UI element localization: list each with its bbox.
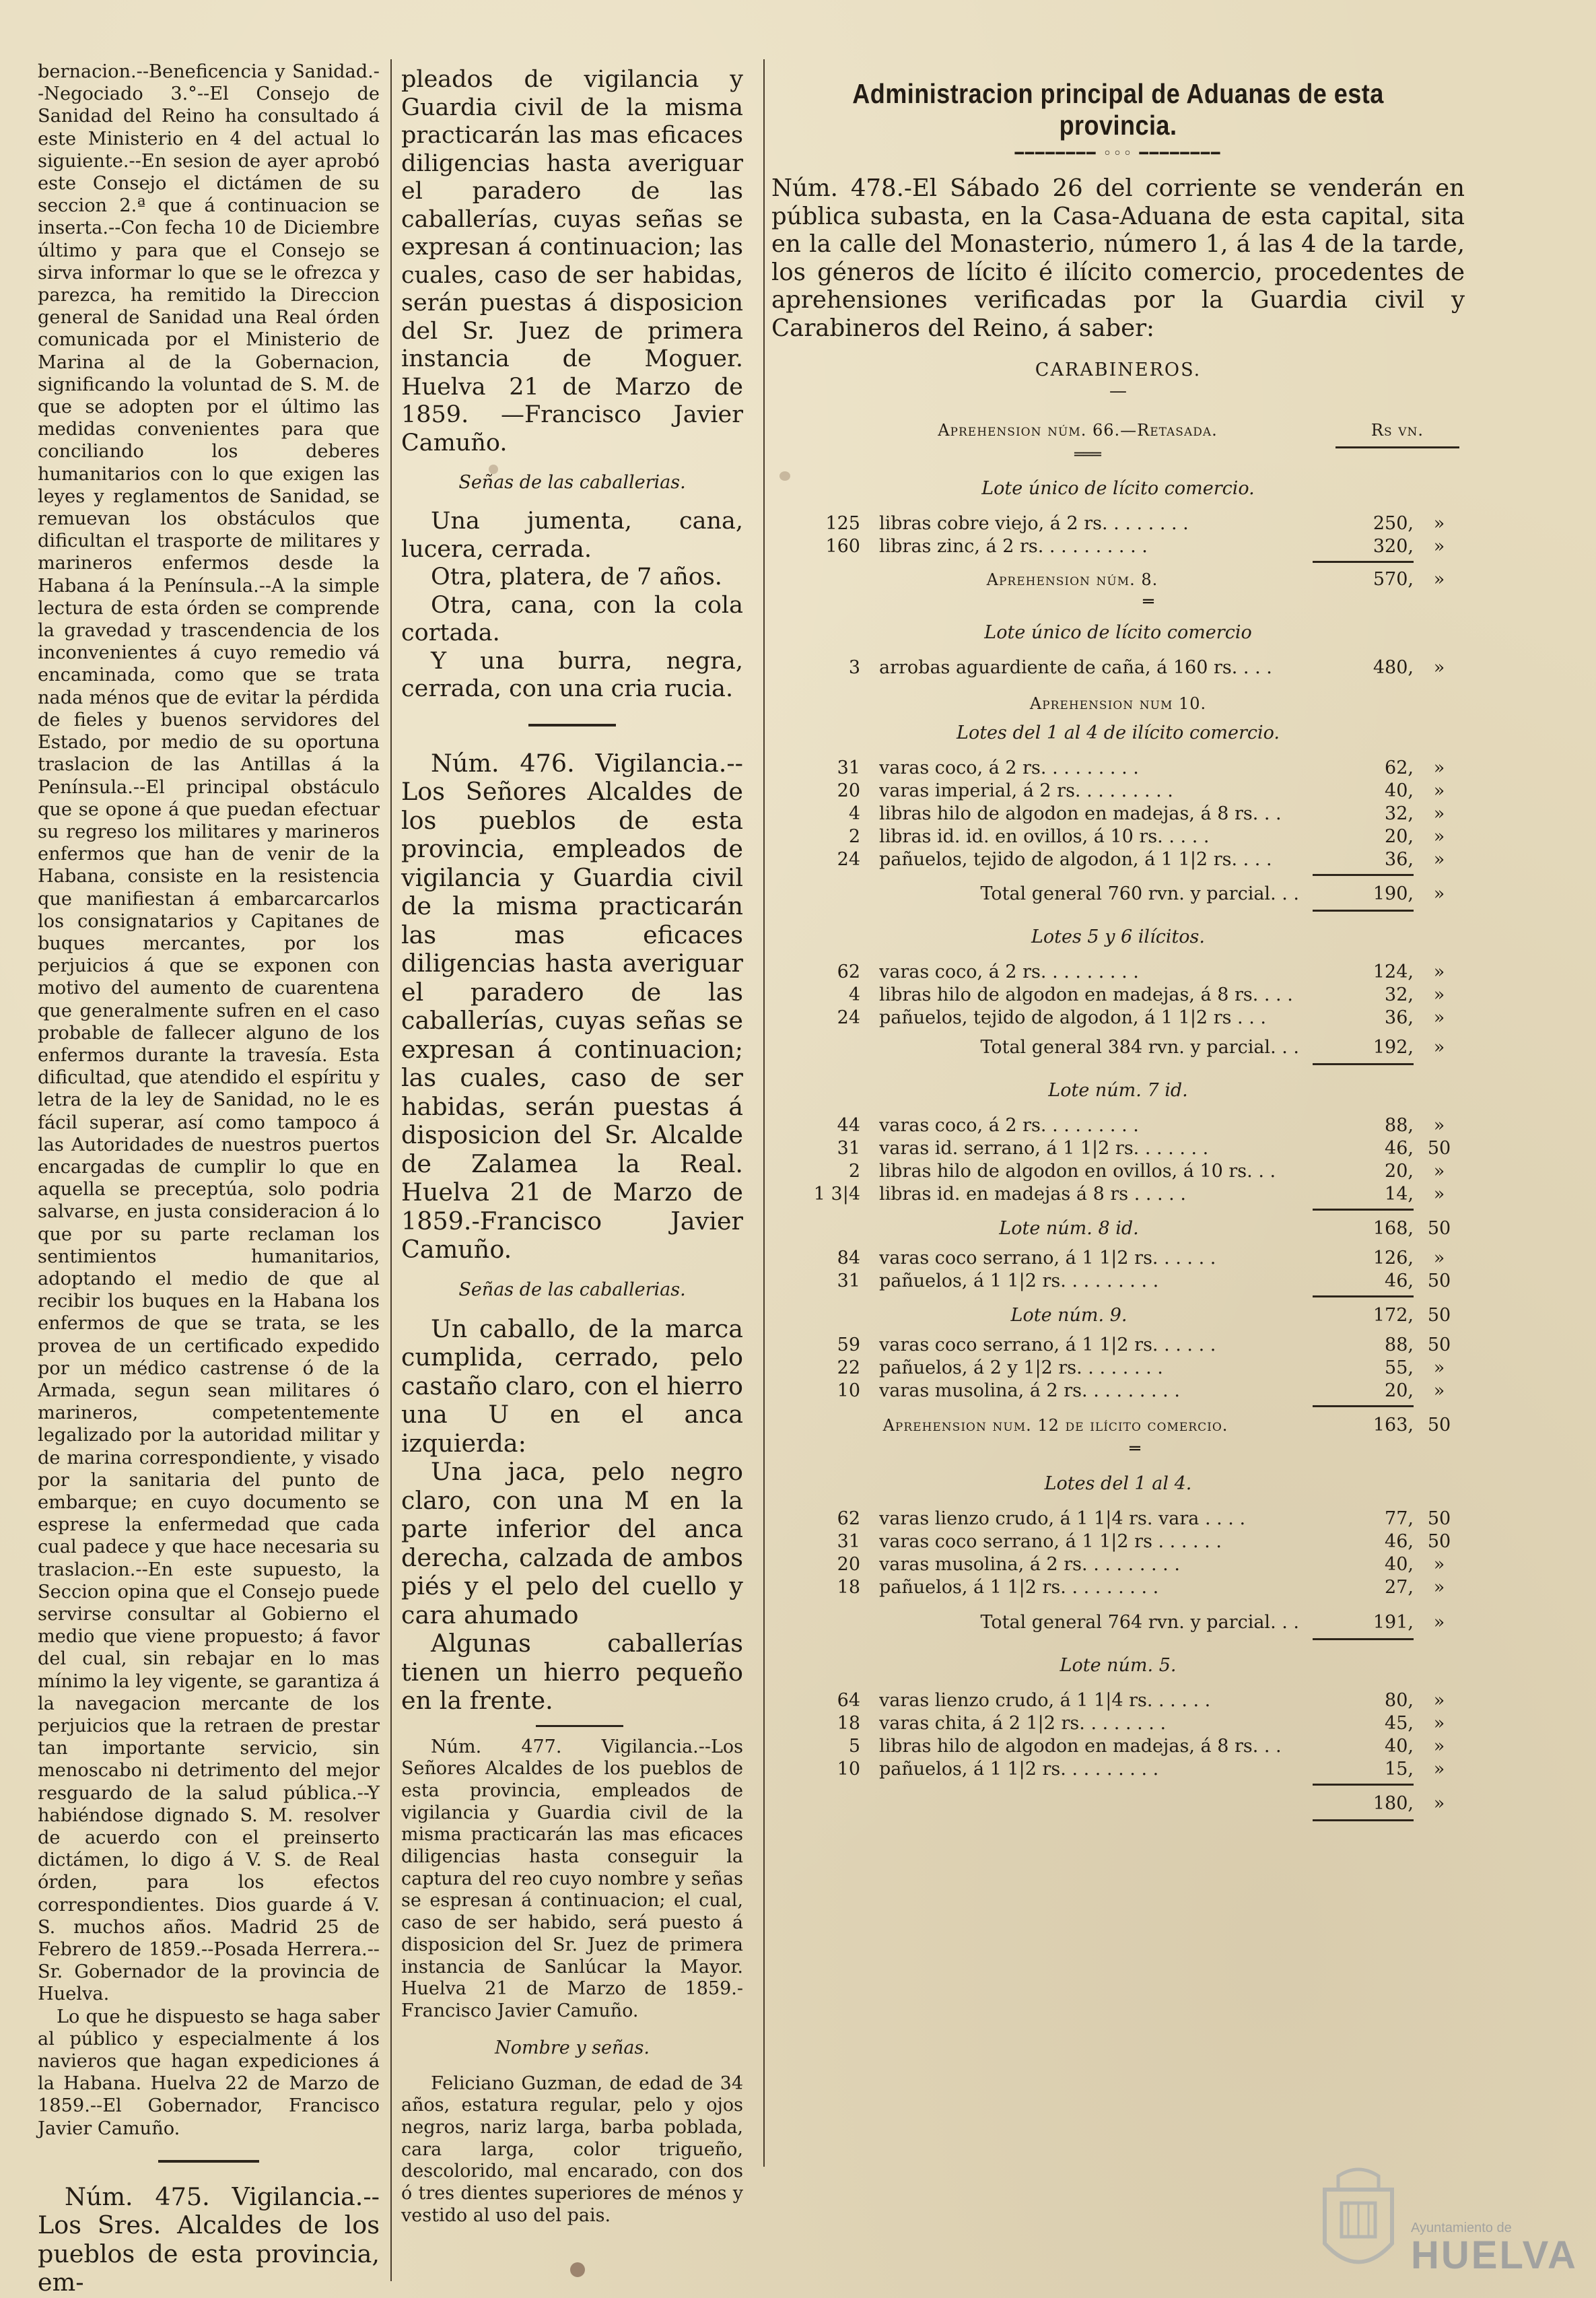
lote-title: Lote único de lícito comercio: [984, 622, 1252, 643]
item-row: [771, 1270, 1465, 1293]
item-amount: 45,: [1385, 1713, 1414, 1734]
rows-10a: [771, 757, 1465, 871]
coat-of-arms-icon: [1311, 2163, 1406, 2284]
leader-dots: . .: [1258, 1736, 1282, 1757]
leader-dots: . . . . . . . . .: [1043, 536, 1148, 557]
section-divider: [158, 2160, 259, 2163]
item-amount: 40,: [1385, 1736, 1414, 1757]
item-amount-suffix: »: [1433, 657, 1445, 678]
section-divider: [536, 1725, 623, 1727]
item-quantity: 31: [837, 757, 860, 778]
item-amount-suffix: »: [1433, 536, 1445, 557]
item-amount-suffix: »: [1433, 1161, 1445, 1182]
rows-7: [771, 1114, 1465, 1206]
aprehension-8-row: [771, 568, 1465, 591]
item-description-text: libras hilo de algodon en madejas, á 8 rs.: [879, 1736, 1259, 1757]
rows-66: [771, 512, 1465, 558]
notice-475-cont: pleados de vigilancia y Guardia civil de la misma practicarán las mas eficaces diligencias hasta averiguar el paradero de las caballerías, cuyas señas se expresan á continuacion; las cuales, caso de ser habidas, serán puestas á disposicion del Sr. Juez de primera instancia de Moguer. Huelva 21 de Marzo de 1859. —Francisco Javier Camuño.: [401, 66, 743, 457]
item-quantity: 24: [837, 1007, 860, 1028]
notice-478-intro: Núm. 478.-El Sábado 26 del corriente se venderán en pública subasta, en la Casa-Aduana de esta capital, sita en la calle del Monasterio, número 1, á las 4 de la tarde, los géneros de lícito é ilícito comercio, procedentes de aprehensiones verificadas por la Guardia civil y Carabineros del Reino, á saber:: [771, 174, 1465, 342]
total-row: Total general 760 rvn. y parcial. . . 190, »: [771, 883, 1465, 906]
item-description-text: varas coco, á 2 rs.: [879, 1115, 1047, 1136]
item-amount-suffix: »: [1433, 961, 1445, 982]
item-amount-suffix: »: [1433, 1690, 1445, 1711]
leader-dots: . . . . . .: [1152, 1531, 1222, 1552]
item-description-text: pañuelos, á 2 y 1|2 rs.: [879, 1357, 1082, 1378]
item-quantity: 3: [848, 657, 860, 678]
amount: 163,: [1373, 1415, 1414, 1435]
leader-dots: . . . . . . . .: [1066, 1577, 1159, 1598]
royal-order-text: bernacion.--Beneficencia y Sanidad.--Negociado 3.°--El Consejo de Sanidad del Reino ha consultado á este Ministerio en 4 del actual lo siguiente.--En sesion de ayer aprobó este Consejo el dictámen de su seccion 2.ª que á continuacion se inserta.--Con fecha 10 de Diciembre último y para que el Consejo se sirva informar lo que se le ofrezca y parezca, ha remitido la Direccion general de Sanidad una Real órden comunicada por el Ministerio de Marina al de la Gobernacion, significando la voluntad de S. M. de que se adopten por el último las medidas convenientes para que conciliando los deberes humanitarios con lo que exigen las leyes y reglamentos de Sanidad, se remuevan los obstáculos que dificultan el trasporte de militares y marineros enfermos desde la Habana á la Península.--A la simple lectura de esta órden se comprende la gravedad y trascendencia de los inconvenientes á cuyo remedio vá encaminada, como que se trata nada ménos que de evitar la pérdida de fieles y buenos servidores del Estado, por medio de su oportuna traslacion de las Antillas á la Península.--El principal obstáculo que se opone á que puedan efectuar su regreso los militares y marineros enfermos que han de venir de la Habana, consiste en la resistencia que manifiestan á embarcarcarlos los consignatarios y Capitanes de buques mercantes, por los perjuicios á que se exponen con motivo del aumento de cuarentena que generalmente sufren en el caso probable de fallecer alguno de los enfermos durante la travesía. Esta dificultad, que atendido el espíritu y letra de la ley de Sanidad, no le es fácil superar, así como tampoco á las Autoridades de nuestros puertos encargadas de cumplir lo que en aquella se preceptúa, solo podria salvarse, en justa consideracion á lo que por su parte reclaman los sentimientos humanitarios, adoptando el medio de que al recibir los buques en la Habana los enfermos de que se trata, se les provea de un certificado expedido por un médico castrense ó de la Armada, segun sean militares ó marineros, competentemente legalizado por la autoridad militar y de marina correspondiente, y visado por la sanitaria del punto de embarque; en cuyo documento se esprese la enfermedad que cada cual padece y que hace necesaria su traslacion.--En este supuesto, la Seccion opina que el Consejo puede servirse consultar al Gobierno el medio que viene propuesto; á favor del cual, sin rebajar en lo mas mínimo la ley vigente, se garantiza á la navegacion mercante de los perjuicios que la retraen de prestar tan importante servicio, sin menoscabo ni detrimento del mejor resguardo de la salud pública.--Y habiéndose dignado S. M. resolver de acuerdo con el preinserto dictámen, lo digo á V. S. de Real órden, para los efectos correspondientes. Dios guarde á V. S. muchos años. Madrid 25 de Febrero de 1859.--Posada Herrera.--Sr. Gobernador de la provincia de Huelva.: [38, 61, 380, 2005]
item-row: [771, 512, 1465, 535]
lote-9-row: [771, 1304, 1465, 1327]
item-row: [771, 1007, 1465, 1029]
item-row: [771, 1183, 1465, 1206]
amount-suffix: 50: [1427, 1415, 1451, 1435]
item-description: [879, 1689, 1313, 1712]
item-quantity: 31: [837, 1271, 860, 1291]
item-amount: 126,: [1373, 1248, 1414, 1269]
senas-476-list: [401, 1315, 743, 1716]
rows-9: [771, 1334, 1465, 1403]
item-description-text: libras zinc, á 2 rs.: [879, 536, 1044, 557]
amount-suffix: »: [1433, 883, 1445, 904]
item-quantity: 20: [837, 1554, 860, 1575]
item-row: [771, 1160, 1465, 1183]
item-description-text: libras id. id. en ovillos, á 10 rs.: [879, 826, 1163, 847]
item-row: [771, 1712, 1465, 1735]
leader-dots: . . . . . . . .: [1046, 961, 1139, 982]
item-amount-suffix: 50: [1427, 1508, 1451, 1529]
lote-title: Lote único de lícito comercio.: [981, 478, 1255, 499]
item-amount-suffix: »: [1433, 1554, 1445, 1575]
amount-suffix: 50: [1427, 1218, 1451, 1239]
leader-dots: . . . . . . .: [1107, 513, 1189, 534]
leader-dots: . . .: [1237, 657, 1272, 678]
item-amount: 62,: [1385, 757, 1414, 778]
item-row: [771, 1758, 1465, 1781]
item-amount-suffix: »: [1433, 1007, 1445, 1028]
amount: 570,: [1373, 569, 1414, 590]
item-row: [771, 1508, 1465, 1530]
item-description-text: pañuelos, tejido de algodon, á 1 1|2 rs: [879, 1007, 1232, 1028]
senas-item: Y una burra, negra, cerrada, con una cria rucia.: [401, 647, 743, 702]
senas-title: Señas de las caballerias.: [458, 1279, 686, 1300]
lote-title: Lotes del 1 al 4 de ilícito comercio.: [957, 722, 1280, 743]
item-description-text: libras id. en madejas á 8 rs: [879, 1184, 1129, 1205]
item-description-text: arrobas aguardiente de caña, á 160 rs.: [879, 657, 1238, 678]
item-quantity: 62: [837, 1508, 860, 1529]
item-row: [771, 1334, 1465, 1357]
item-description: [879, 1357, 1313, 1380]
item-amount-suffix: 50: [1427, 1138, 1451, 1159]
item-amount: 88,: [1385, 1334, 1414, 1355]
total-label: Total general 760 rvn. y parcial.: [980, 883, 1276, 904]
item-quantity: 31: [837, 1138, 860, 1159]
item-row: [771, 1114, 1465, 1137]
item-description: [879, 1758, 1313, 1781]
item-amount-suffix: 50: [1427, 1531, 1451, 1552]
item-description: [879, 825, 1313, 848]
item-description-text: varas lienzo crudo, á 1 1|4 rs.: [879, 1690, 1153, 1711]
item-description-text: pañuelos, á 1 1|2 rs.: [879, 1271, 1066, 1291]
leader-dots: . . . . . . .: [1084, 1713, 1167, 1734]
item-amount-suffix: »: [1433, 1115, 1445, 1136]
item-amount: 20,: [1385, 1380, 1414, 1401]
item-description: [879, 1007, 1313, 1029]
column-rule: [763, 59, 765, 2167]
item-quantity: 44: [837, 1115, 860, 1136]
item-description: [879, 961, 1313, 984]
item-row: [771, 1247, 1465, 1270]
leader-dots: . . . . . . . .: [1066, 1759, 1159, 1780]
item-description-text: libras hilo de algodon en madejas, á 8 rs.: [879, 984, 1259, 1005]
aprehension-8: Aprehension núm. 8.: [986, 570, 1158, 589]
item-row: [771, 757, 1465, 780]
item-quantity: 4: [848, 984, 860, 1005]
item-row: [771, 984, 1465, 1007]
item-amount: 20,: [1385, 826, 1414, 847]
total-label: Total general 764 rvn. y parcial.: [980, 1612, 1276, 1633]
aduanas-heading: Administracion principal de Aduanas de esta provincia.: [852, 78, 1384, 141]
item-row: [771, 825, 1465, 848]
item-description: [879, 780, 1313, 803]
item-amount: 480,: [1373, 657, 1414, 678]
item-amount: 77,: [1385, 1508, 1414, 1529]
aprehension-66-header: [771, 421, 1465, 440]
item-row: [771, 1553, 1465, 1576]
item-description-text: pañuelos, á 1 1|2 rs.: [879, 1759, 1066, 1780]
leader-dots: . . . .: [1199, 1508, 1246, 1529]
item-description: [879, 848, 1313, 871]
item-description: [879, 1270, 1313, 1293]
item-description-text: varas coco, á 2 rs.: [879, 961, 1047, 982]
rows-8b: [771, 1247, 1465, 1293]
item-amount-suffix: »: [1433, 513, 1445, 534]
leader-dots: . . . . . . .: [1082, 1357, 1163, 1378]
item-description-text: libras cobre viejo, á 2 rs.: [879, 513, 1108, 534]
amount-suffix: »: [1433, 569, 1445, 590]
dash: —: [1109, 381, 1127, 401]
item-amount: 88,: [1385, 1115, 1414, 1136]
governor-notice: Lo que he dispuesto se haga saber al público y especialmente á los navieros que hagan expediciones á la Habana. Huelva 22 de Marzo de 1859.--El Gobernador, Francisco Javier Camuño.: [38, 2006, 380, 2139]
item-amount-suffix: »: [1433, 1357, 1445, 1378]
senas-item: Un caballo, de la marca cumplida, cerrado, pelo castaño claro, con el hierro una U en el anca izquierda:: [401, 1314, 743, 1458]
item-description-text: libras hilo de algodon en madejas, á 8 rs.: [879, 803, 1259, 824]
total-row: [771, 1792, 1465, 1815]
item-amount-suffix: »: [1433, 757, 1445, 778]
leader-dots: . . .: [1258, 984, 1293, 1005]
item-row: [771, 780, 1465, 803]
item-amount-suffix: »: [1433, 803, 1445, 824]
item-amount: 14,: [1385, 1184, 1414, 1205]
senas-title: Señas de las caballerias.: [458, 472, 686, 493]
item-quantity: 125: [825, 513, 860, 534]
rs-vn-header: Rs vn.: [1371, 421, 1424, 440]
amount-suffix: »: [1433, 1037, 1445, 1058]
item-quantity: 2: [848, 1161, 860, 1182]
item-description: [879, 1576, 1313, 1599]
leader-dots: . .: [1258, 803, 1282, 824]
leader-dots: . . . . . . . .: [1080, 780, 1173, 801]
item-row: [771, 1137, 1465, 1160]
item-quantity: 64: [837, 1690, 860, 1711]
lote-title: Lote núm. 5.: [1060, 1655, 1177, 1676]
item-quantity: 18: [837, 1713, 860, 1734]
item-description-text: varas coco, á 2 rs.: [879, 757, 1047, 778]
item-description-text: varas musolina, á 2 rs.: [879, 1380, 1088, 1401]
item-quantity: 84: [837, 1248, 860, 1269]
item-amount: 46,: [1385, 1138, 1414, 1159]
item-description: [879, 1530, 1313, 1553]
amount: 190,: [1373, 883, 1414, 904]
senas-item: Una jaca, pelo negro claro, con una M en la parte inferior del anca derecha, calzada de ambos piés y el pelo del cuello y cara ahumado: [401, 1457, 743, 1629]
item-description-text: varas coco serrano, á 1 1|2 rs.: [879, 1334, 1158, 1355]
item-description-text: varas lienzo crudo, á 1 1|4 rs. vara: [879, 1508, 1200, 1529]
item-description-text: varas chita, á 2 1|2 rs.: [879, 1713, 1085, 1734]
item-description: [879, 1712, 1313, 1735]
senas-item: Una jumenta, cana, lucera, cerrada.: [401, 508, 743, 563]
item-amount: 36,: [1385, 1007, 1414, 1028]
item-description: [879, 1380, 1313, 1403]
item-description: [879, 1553, 1313, 1576]
leader-dots: . . . . . . . .: [1066, 1271, 1159, 1291]
ornament: ━━━━━━━━ ◦◦◦ ━━━━━━━━: [1014, 145, 1222, 162]
item-quantity: 24: [837, 849, 860, 870]
item-amount-suffix: »: [1433, 1184, 1445, 1205]
amount: 172,: [1373, 1305, 1414, 1326]
item-quantity: 18: [837, 1577, 860, 1598]
leader-dots: . . . . . . . .: [1087, 1554, 1180, 1575]
aprehension-66: Aprehension núm. 66.—Retasada.: [938, 421, 1218, 440]
watermark: [1411, 2221, 1578, 2275]
column-2: [401, 66, 743, 2227]
amount: 180,: [1373, 1793, 1414, 1814]
item-description: [879, 535, 1313, 558]
leader-dots: . . . . .: [1158, 1334, 1216, 1355]
item-amount-suffix: »: [1433, 780, 1445, 801]
notice-476: Núm. 476. Vigilancia.--Los Señores Alcaldes de los pueblos de esta provincia, empleados de vigilancia y Guardia civil de la misma practicarán las mas eficaces diligencias hasta averiguar el paradero de las caballerías, cuyas señas se expresan á continuacion; las cuales, caso de ser habidas, serán puestas á disposicion del Sr. Alcalde de Zalamea la Real. Huelva 21 de Marzo de 1859.-Francisco Javier Camuño.: [401, 748, 743, 1264]
item-row: [771, 803, 1465, 825]
item-description-text: libras hilo de algodon en ovillos, á 10 rs.: [879, 1161, 1253, 1182]
item-description: [879, 1114, 1313, 1137]
item-amount-suffix: »: [1433, 849, 1445, 870]
item-amount-suffix: »: [1433, 1759, 1445, 1780]
item-description-text: varas coco serrano, á 1 1|2 rs.: [879, 1248, 1158, 1269]
item-amount-suffix: »: [1433, 984, 1445, 1005]
leader-dots: . . . . .: [1128, 1184, 1186, 1205]
item-description: [879, 1735, 1313, 1758]
leader-dots: . . . . . .: [1139, 1138, 1209, 1159]
item-row: [771, 961, 1465, 984]
item-description: [879, 757, 1313, 780]
amount-suffix: 50: [1427, 1305, 1451, 1326]
item-amount: 55,: [1385, 1357, 1414, 1378]
item-amount: 40,: [1385, 1554, 1414, 1575]
amount: 192,: [1373, 1037, 1414, 1058]
item-amount-suffix: »: [1433, 826, 1445, 847]
rows-8: [771, 656, 1465, 679]
item-amount-suffix: »: [1433, 1380, 1445, 1401]
item-amount: 320,: [1373, 536, 1414, 557]
ink-stain: [570, 2262, 585, 2277]
leader-dots: . .: [1252, 1161, 1276, 1182]
rows-12: [771, 1508, 1465, 1599]
item-description: [879, 1160, 1313, 1183]
item-amount: 20,: [1385, 1161, 1414, 1182]
item-row: [771, 656, 1465, 679]
item-quantity: 20: [837, 780, 860, 801]
item-amount-suffix: 50: [1427, 1334, 1451, 1355]
item-amount-suffix: »: [1433, 1577, 1445, 1598]
amount-suffix: »: [1433, 1612, 1445, 1633]
item-quantity: 5: [848, 1736, 860, 1757]
aprehension-12-row: [771, 1414, 1465, 1437]
item-description: [879, 656, 1313, 679]
total-label: Total general 384 rvn. y parcial.: [980, 1037, 1276, 1058]
leader-dots: . . . . . . . .: [1087, 1380, 1180, 1401]
nombre-text: Feliciano Guzman, de edad de 34 años, estatura regular, pelo y ojos negros, nariz larga, barba poblada, cara larga, color trigueño, descolorido, mal encarado, con dos ó tres dientes superiores de ménos y vestido al uso del pais.: [401, 2072, 743, 2226]
item-amount: 15,: [1385, 1759, 1414, 1780]
item-row: [771, 1357, 1465, 1380]
item-amount-suffix: »: [1433, 1713, 1445, 1734]
item-row: [771, 848, 1465, 871]
amount: 168,: [1373, 1218, 1414, 1239]
item-row: [771, 1689, 1465, 1712]
item-quantity: 1 3|4: [813, 1184, 860, 1205]
item-description-text: varas id. serrano, á 1 1|2 rs.: [879, 1138, 1140, 1159]
item-quantity: 160: [825, 536, 860, 557]
item-amount-suffix: 50: [1427, 1271, 1451, 1291]
carabineros-heading: CARABINEROS.: [1035, 360, 1202, 380]
item-amount-suffix: »: [1433, 1248, 1445, 1269]
item-amount: 40,: [1385, 780, 1414, 801]
item-amount: 250,: [1373, 513, 1414, 534]
senas-475-list: [401, 508, 743, 704]
item-row: [771, 535, 1465, 558]
item-description: [879, 1334, 1313, 1357]
lote-title: Lotes del 1 al 4.: [1044, 1473, 1192, 1494]
item-description: [879, 1183, 1313, 1206]
item-amount: 80,: [1385, 1690, 1414, 1711]
amount: 191,: [1373, 1612, 1414, 1633]
leader-dots: . . .: [1231, 1007, 1266, 1028]
header-rules: ═══: [771, 446, 1465, 463]
lote-8-row: [771, 1217, 1465, 1240]
leader-dots: . . . . .: [1152, 1690, 1211, 1711]
item-quantity: 2: [848, 826, 860, 847]
item-description: [879, 984, 1313, 1007]
item-description-text: varas coco serrano, á 1 1|2 rs: [879, 1531, 1152, 1552]
item-description: [879, 1247, 1313, 1270]
item-amount: 46,: [1385, 1271, 1414, 1291]
item-description: [879, 1508, 1313, 1530]
notice-475-start: Núm. 475. Vigilancia.--Los Sres. Alcaldes de los pueblos de esta provincia, em-: [38, 2182, 380, 2297]
item-quantity: 4: [848, 803, 860, 824]
item-description-text: pañuelos, á 1 1|2 rs.: [879, 1577, 1066, 1598]
notice-477: Núm. 477. Vigilancia.--Los Señores Alcaldes de los pueblos de esta provincia, empleados de vigilancia y Guardia civil de la misma practicarán las mas eficaces diligencias hasta conseguir la captura del reo cuyo nombre y señas se espresan á continuacion; el cual, caso de ser habido, será puesto á disposicion del Sr. Juez de primera instancia de Sanlúcar la Mayor. Huelva 21 de Marzo de 1859.-Francisco Javier Camuño.: [401, 1736, 743, 2021]
leader-dots: . . . . . . . .: [1046, 757, 1139, 778]
item-row: [771, 1530, 1465, 1553]
leader-dots: . . .: [1237, 849, 1272, 870]
item-quantity: 10: [837, 1380, 860, 1401]
leader-dots: . . . .: [1163, 826, 1210, 847]
total-row: Total general 384 rvn. y parcial. . . 192, »: [771, 1036, 1465, 1059]
item-amount: 32,: [1385, 984, 1414, 1005]
leader-dots: . . . . .: [1158, 1248, 1216, 1269]
nombre-title: Nombre y señas.: [495, 2037, 650, 2058]
lote-title: Lote núm. 7 id.: [1048, 1080, 1188, 1101]
senas-item: Otra, platera, de 7 años.: [431, 564, 722, 590]
rows-5: [771, 1689, 1465, 1781]
aprehension-10: Aprehension num 10.: [1029, 694, 1207, 713]
item-description-text: varas imperial, á 2 rs.: [879, 780, 1081, 801]
item-row: [771, 1380, 1465, 1403]
item-quantity: 59: [837, 1334, 860, 1355]
item-description: [879, 803, 1313, 825]
watermark-top: Ayuntamiento de: [1411, 2221, 1512, 2235]
amount-suffix: »: [1433, 1793, 1445, 1814]
item-amount: 32,: [1385, 803, 1414, 824]
item-description-text: varas musolina, á 2 rs.: [879, 1554, 1088, 1575]
total-row: Total general 764 rvn. y parcial. . . 191, »: [771, 1611, 1465, 1634]
leader-dots: . . . . . . . .: [1046, 1115, 1139, 1136]
item-amount: 27,: [1385, 1577, 1414, 1598]
item-quantity: 22: [837, 1357, 860, 1378]
lote-title: Lotes 5 y 6 ilícitos.: [1031, 926, 1206, 947]
item-amount: 46,: [1385, 1531, 1414, 1552]
item-description: [879, 512, 1313, 535]
item-description: [879, 1137, 1313, 1160]
item-quantity: 62: [837, 961, 860, 982]
item-row: [771, 1576, 1465, 1599]
column-rule: [390, 59, 392, 2281]
item-amount: 36,: [1385, 849, 1414, 870]
senas-item: Otra, cana, con la cola cortada.: [401, 591, 743, 646]
column-3-aduanas: Administracion principal de Aduanas de esta provincia. ━━━━━━━━ ◦◦◦ ━━━━━━━━ Núm. 478.-El Sábado 26 del corriente se venderán en pública subasta, en la Casa-Aduana de esta capital, sita en la calle del Monasterio, número 1, á las 4 de la tarde, los géneros de lícito é ilícito comercio, procedentes de aprehensiones verificadas por la Guardia civil y Carabineros del Reino, á saber: CARABINEROS. — Aprehension núm. 66.—Retasada. Rs vn. ═══ Lote único de lícito comercio. 125 libras cobre viejo, á 2 rs. . . . . . . . 250, » 160 libras zinc, á 2 rs. . . . . . . . . . 320, » Aprehension núm. 8. 570, » ═ Lote único de lícito comercio 3 arrobas aguardiente de caña, á 160 rs. . . . 480, » Aprehension num 10. Lotes del 1 al 4 de ilícito comercio. 31 varas coco, á 2 rs. . . . . . . . . 62, » 20 varas imperial, á 2 rs. . . . . . . . . 40, » 4 libras hilo de algodon en madejas, á 8 rs. . . 32, » 2 libras id. id. en ovillos, á 10 rs. . . . . 20, » 24 pañuelos, tejido de algodon, á 1 1|2 rs. . . . 36, » Total general 760 rvn. y parcial. . . 190, » Lotes 5 y 6 ilícitos. 62 varas coco, á 2 rs. . . . . . . . . 124, » 4 libras hilo de algodon en madejas, á 8 rs. . . . 32, » 24 pañuelos, tejido de algodon, á 1 1|2 rs . . . 36, » Total general 384 rvn. y parcial. . . 192, » Lote núm. 7 id. 44 varas coco, á 2 rs. . . . . . . . . 88, » 31 varas id. serrano, á 1 1|2 rs. . . . . . . 46, 50 2 libras hilo de algodon en ovillos, á 10 rs. . . 20, » 1 3|4 libras id. en madejas á 8 rs . . . . . 14, » Lote núm. 8 id. 168, 50 84 varas coco serrano, á 1 1|2 rs. . . . . . 126, » 31 pañuelos, á 1 1|2 rs. . . . . . . . . 46, 50 Lote núm. 9. 172, 50 59 varas coco serrano, á 1 1|2 rs. . . . . . 88, 50 22 pañuelos, á 2 y 1|2 rs. . . . . . . . 55, » 10 varas musolina, á 2 rs. . . . . . . . . 20, » Aprehension num. 12 de ilícito comercio. 163, 50 ═ Lotes del 1 al 4. 62 varas lienzo crudo, á 1 1|4 rs. vara . . . . 77, 50 31 varas coco serrano, á 1 1|2 rs . . . . . . 46, 50 20 varas musolina, á 2 rs. . . . . . . . . 40, » 18 pañuelos, á 1 1|2 rs. . . . . . . . . 27, » Total general 764 rvn. y parcial. . . 191, » Lote núm. 5. 64 varas lienzo crudo, á 1 1|4 rs. . . . . . 80, » 18 varas chita, á 2 1|2 rs. . . . . . . . 45, » 5 libras hilo de algodon en madejas, á 8 rs. . . 40, » 10 pañuelos, á 1 1|2 rs. . . . . . . . . 15, » 180, »: [771, 67, 1465, 1824]
lote-title: Lote núm. 8 id.: [999, 1218, 1139, 1239]
item-quantity: 31: [837, 1531, 860, 1552]
watermark-huelva: HUELVA: [1411, 2233, 1578, 2277]
column-1: [38, 61, 380, 2297]
section-divider: [528, 724, 616, 726]
item-row: [771, 1735, 1465, 1758]
rows-10b: [771, 961, 1465, 1029]
aprehension-12: Aprehension num. 12 de ilícito comercio.: [882, 1416, 1228, 1435]
senas-item: Algunas caballerías tienen un hierro pequeño en la frente.: [401, 1629, 743, 1715]
lote-title: Lote núm. 9.: [1010, 1305, 1127, 1326]
item-amount: 124,: [1373, 961, 1414, 982]
item-description-text: pañuelos, tejido de algodon, á 1 1|2 rs.: [879, 849, 1238, 870]
item-quantity: 10: [837, 1759, 860, 1780]
item-amount-suffix: »: [1433, 1736, 1445, 1757]
